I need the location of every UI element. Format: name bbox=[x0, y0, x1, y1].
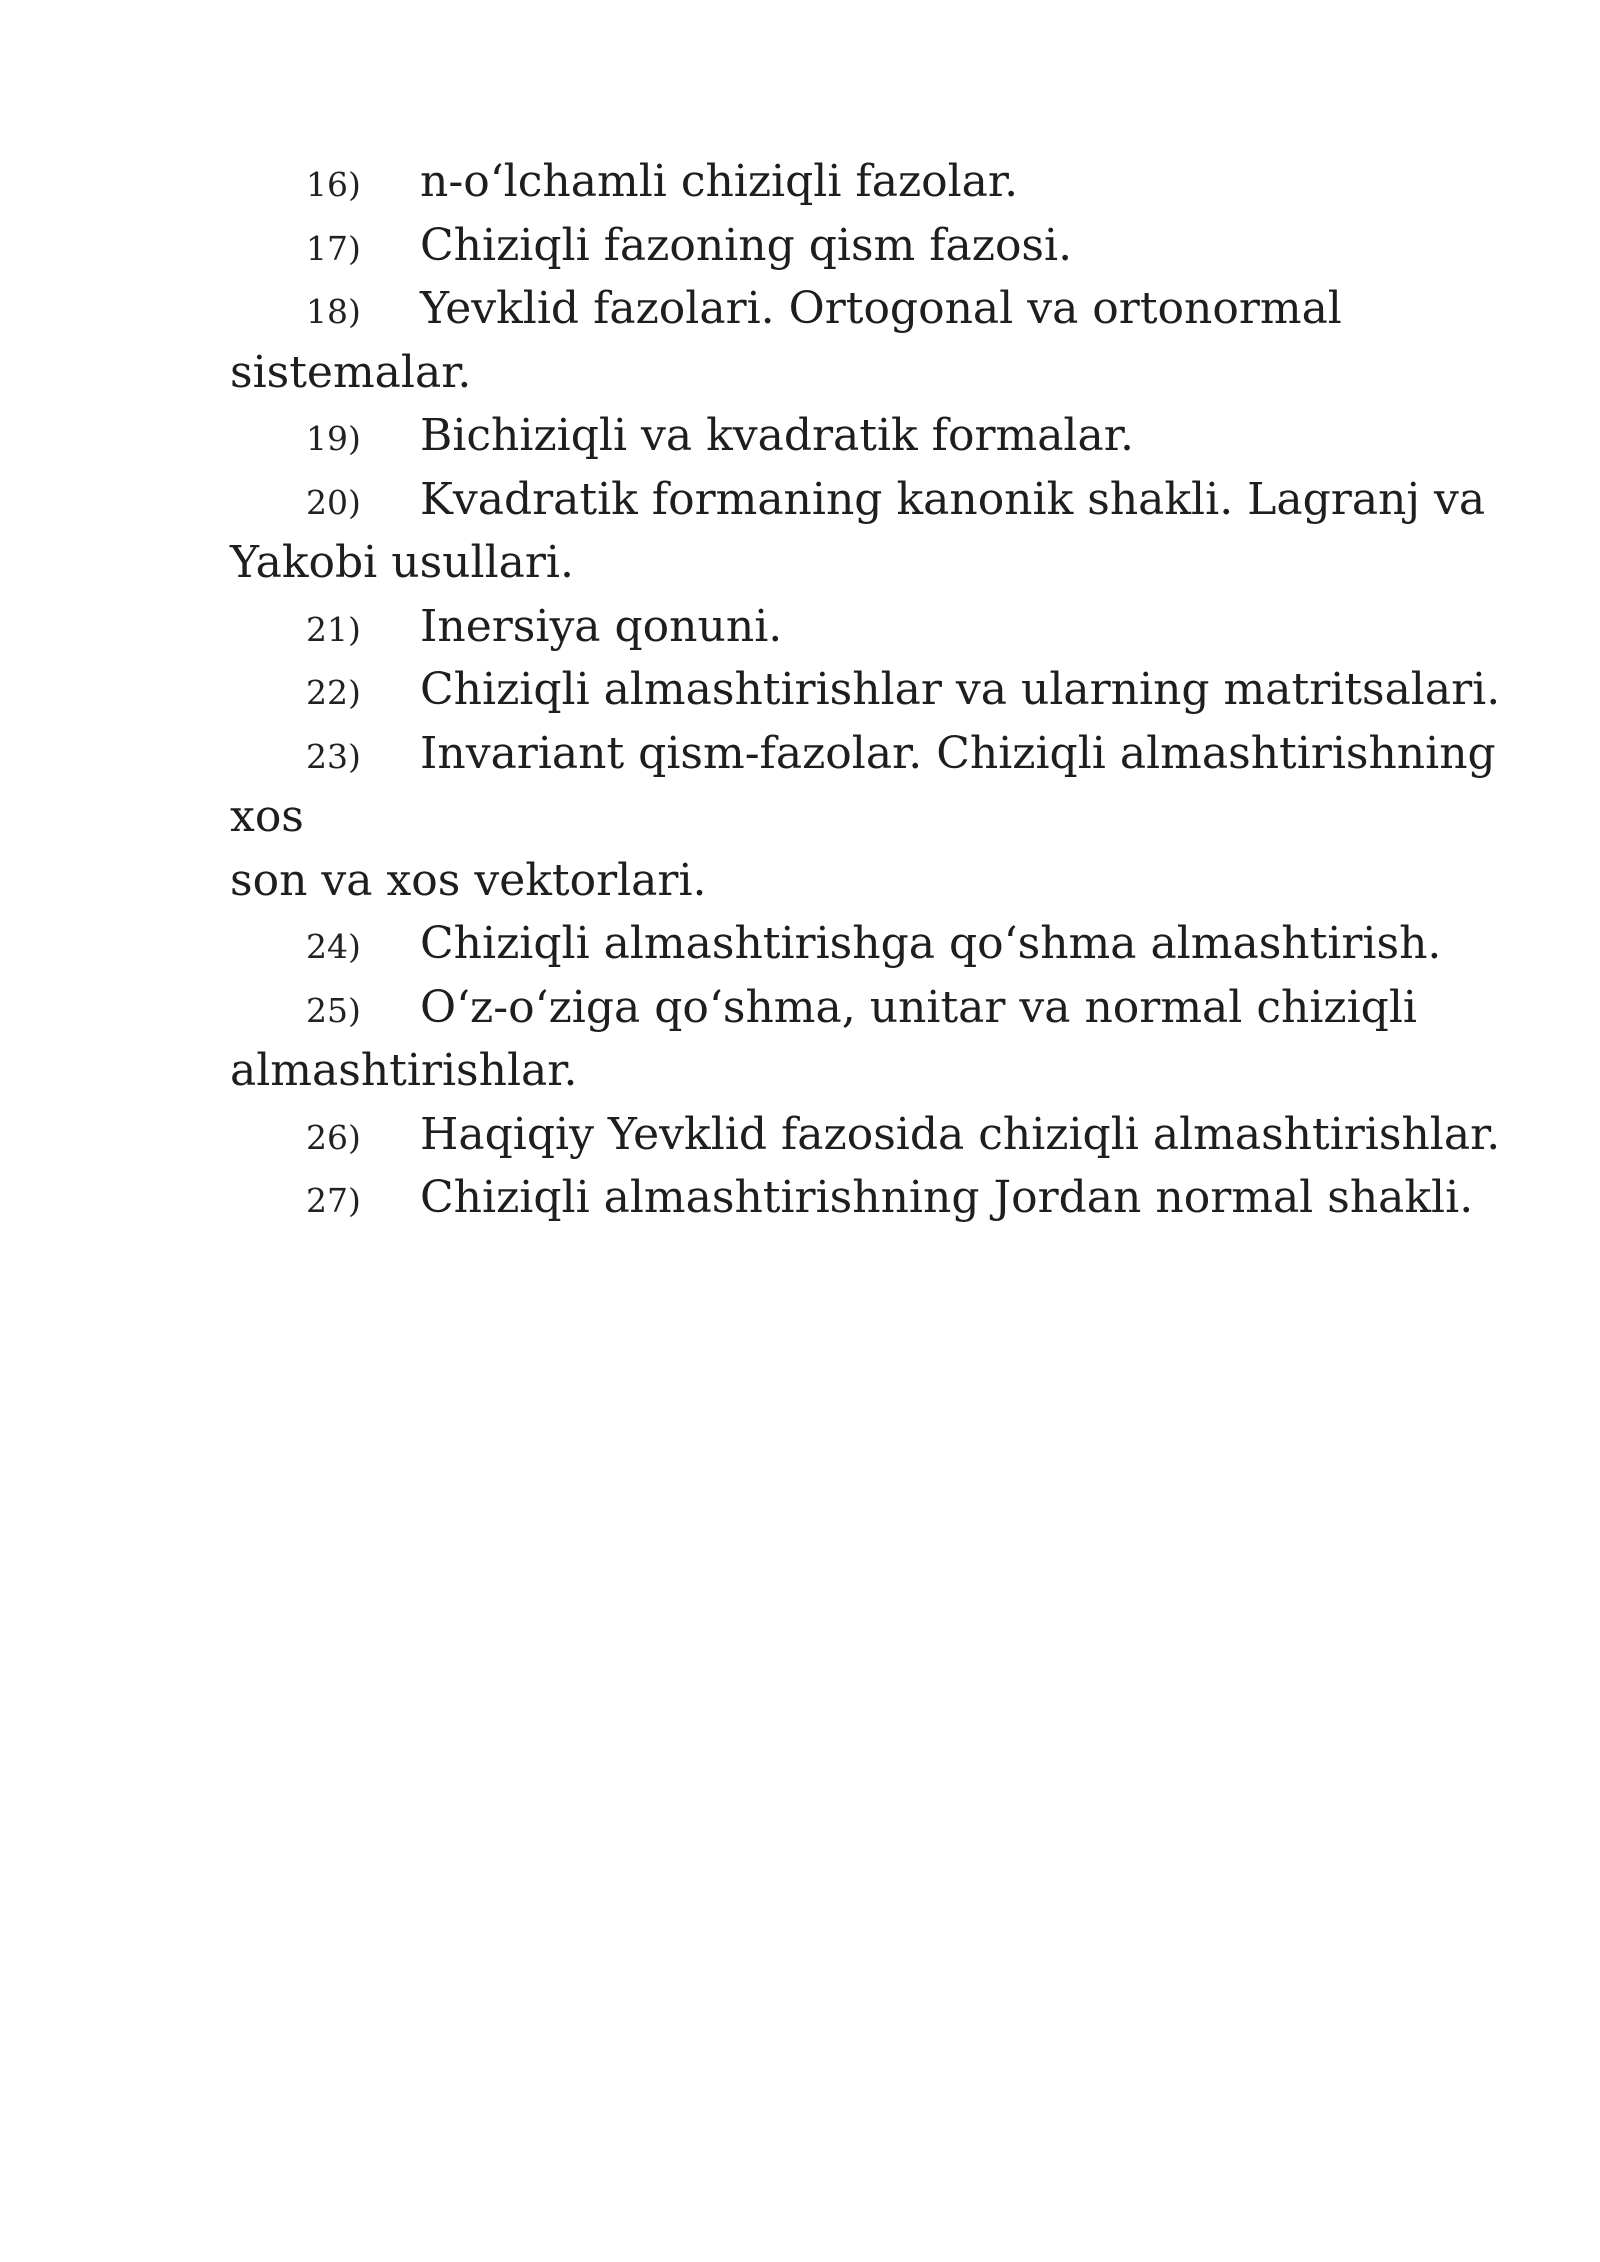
list-item-text: 21) Inersiya qonuni. bbox=[230, 595, 1460, 659]
list-item-continuation: xos bbox=[230, 791, 304, 842]
list-item bbox=[230, 658, 1501, 722]
list-item-number: 24) bbox=[306, 927, 361, 966]
list-item bbox=[230, 722, 1496, 913]
list-item-continuation: son va xos vektorlari. bbox=[230, 854, 707, 906]
list-item bbox=[230, 976, 1460, 1103]
list-item-number: 26) bbox=[306, 1117, 361, 1157]
list-item-number: 23) bbox=[306, 736, 361, 776]
list-item bbox=[230, 404, 1460, 468]
list-item-text: 24) Chiziqli almashtirishga qo‘shma almashtirish. bbox=[230, 912, 1460, 976]
list-item-number: 22) bbox=[306, 673, 361, 712]
list-item bbox=[230, 595, 1460, 659]
list-item-number: 18) bbox=[306, 292, 361, 331]
list-item-continuation: sistemalar. bbox=[230, 346, 472, 398]
list-item-text: 20) Kvadratik formaning kanonik shakli. Lagranj va bbox=[230, 468, 1460, 532]
list-item bbox=[230, 1103, 1501, 1167]
list-item-number: 27) bbox=[306, 1181, 361, 1220]
list-item-number: 19) bbox=[306, 419, 361, 458]
list-item-text: 22) Chiziqli almashtirishlar va ularning matritsalari. bbox=[230, 658, 1460, 722]
list-item bbox=[230, 912, 1460, 976]
list-item-text: 25) O‘z-o‘ziga qo‘shma, unitar va normal chiziqli bbox=[230, 976, 1460, 1040]
list-item-text: 26) Haqiqiy Yevklid fazosida chiziqli almashtirishlar. bbox=[230, 1103, 1460, 1167]
list-item-number: 17) bbox=[306, 228, 361, 268]
list-item-number: 21) bbox=[306, 609, 361, 649]
list-item-number: 25) bbox=[306, 990, 361, 1030]
list-item-text: 23) Invariant qism-fazolar. Chiziqli almashtirishning bbox=[230, 722, 1460, 786]
list-item-text: 16) n-o‘lchamli chiziqli fazolar. bbox=[230, 150, 1460, 214]
list-item-continuation: almashtirishlar. bbox=[230, 1045, 578, 1096]
list-item-continuation: Yakobi usullari. bbox=[230, 537, 574, 588]
topic-list bbox=[230, 150, 1501, 1230]
list-item-text: 17) Chiziqli fazoning qism fazosi. bbox=[230, 214, 1460, 278]
list-item-text: 19) Bichiziqli va kvadratik formalar. bbox=[230, 404, 1460, 468]
list-item-number: 16) bbox=[306, 165, 361, 204]
list-item bbox=[230, 150, 1460, 214]
list-item-number: 20) bbox=[306, 482, 361, 522]
list-item bbox=[230, 277, 1460, 404]
list-item-text: 18) Yevklid fazolari. Ortogonal va ortonormal bbox=[230, 277, 1460, 341]
list-item bbox=[230, 214, 1460, 278]
list-item bbox=[230, 1166, 1474, 1230]
list-item-text: 27) Chiziqli almashtirishning Jordan normal shakli. bbox=[230, 1166, 1460, 1230]
list-item bbox=[230, 468, 1486, 595]
